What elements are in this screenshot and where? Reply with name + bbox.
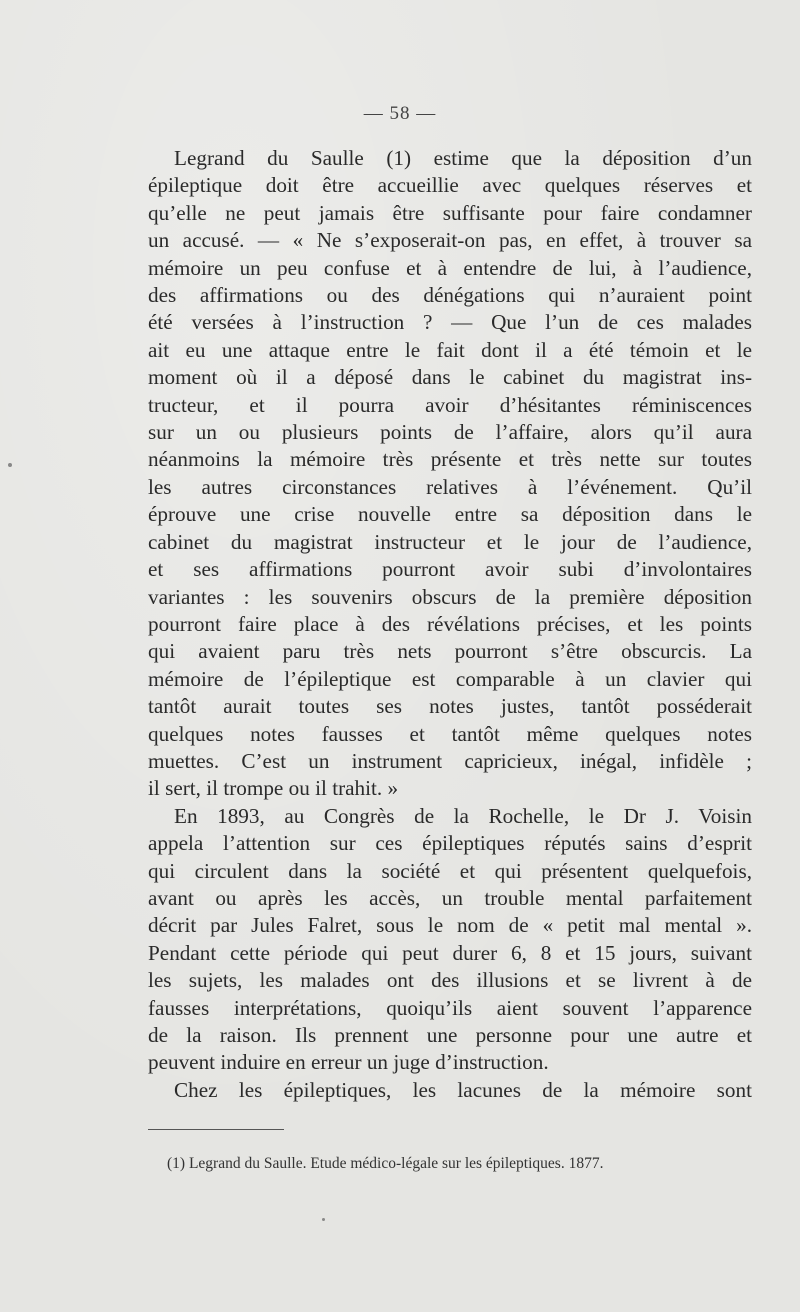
text-line: de la raison. Ils prennent une personne pour une autre et bbox=[148, 1023, 752, 1047]
margin-speck bbox=[322, 1218, 325, 1221]
footnote-separator bbox=[148, 1129, 284, 1130]
text-line: appela l’attention sur ces épileptiques réputés sains d’esprit bbox=[148, 831, 752, 856]
text-line: peuvent induire en erreur un juge d’instruction. bbox=[148, 1050, 549, 1075]
text-line: fausses interprétations, quoiqu’ils aient souvent l’apparence bbox=[148, 995, 752, 1020]
text-line: il sert, il trompe ou il trahit. » bbox=[148, 776, 399, 801]
text-line: tructeur, et il pourra avoir d’hésitantes réminiscences bbox=[148, 392, 752, 417]
text-line: ait eu une attaque entre le fait dont il a été témoin et le bbox=[148, 337, 752, 362]
text-line: muettes. C’est un instrument capricieux, inégal, infidèle ; bbox=[148, 748, 752, 773]
body-text bbox=[148, 145, 752, 1104]
text-line: décrit par Jules Falret, sous le nom de « petit mal mental ». bbox=[148, 913, 752, 938]
text-line: néanmoins la mémoire très présente et très nette sur toutes bbox=[148, 447, 752, 472]
text-line: et ses affirmations pourront avoir subi d’involontaires bbox=[148, 557, 752, 582]
footnote: (1) Legrand du Saulle. Etude médico-légale sur les épileptiques. 1877. bbox=[167, 1155, 604, 1172]
text-line: Pendant cette période qui peut durer 6, 8 et 15 jours, suivant bbox=[148, 940, 752, 965]
text-line: tantôt aurait toutes ses notes justes, tantôt posséderait bbox=[148, 694, 752, 719]
text-line: Chez les épileptiques, les lacunes de la mémoire sont bbox=[174, 1077, 752, 1102]
text-line: des affirmations ou des dénégations qui n’auraient point bbox=[148, 283, 752, 308]
text-line: Legrand du Saulle (1) estime que la déposition d’un bbox=[174, 146, 752, 170]
text-line: En 1893, au Congrès de la Rochelle, le Dr J. Voisin bbox=[174, 803, 752, 828]
text-line: moment où il a déposé dans le cabinet du magistrat ins- bbox=[148, 365, 752, 390]
text-line: sur un ou plusieurs points de l’affaire, alors qu’il aura bbox=[148, 420, 752, 445]
text-line: cabinet du magistrat instructeur et le jour de l’audience, bbox=[148, 529, 752, 554]
margin-speck bbox=[8, 463, 12, 467]
text-line: qui circulent dans la société et qui présentent quelquefois, bbox=[148, 858, 752, 883]
page-number: — 58 — bbox=[363, 103, 437, 124]
text-line: pourront faire place à des révélations précises, et les points bbox=[148, 611, 752, 636]
text-line: mémoire de l’épileptique est comparable à un clavier qui bbox=[148, 666, 752, 691]
text-line: un accusé. — « Ne s’exposerait-on pas, en effet, à trouver sa bbox=[148, 228, 752, 253]
text-line: mémoire un peu confuse et à entendre de lui, à l’audience, bbox=[148, 255, 752, 280]
text-line: quelques notes fausses et tantôt même quelques notes bbox=[148, 721, 752, 746]
text-line: les sujets, les malades ont des illusions et se livrent à de bbox=[148, 968, 752, 993]
text-line: qui avaient paru très nets pourront s’être obscurcis. La bbox=[148, 639, 752, 664]
text-line: avant ou après les accès, un trouble mental parfaitement bbox=[148, 885, 752, 910]
text-line: été versées à l’instruction ? — Que l’un de ces malades bbox=[148, 310, 752, 335]
text-line: variantes : les souvenirs obscurs de la première déposition bbox=[148, 584, 752, 609]
text-line: les autres circonstances relatives à l’événement. Qu’il bbox=[148, 474, 752, 499]
text-line: qu’elle ne peut jamais être suffisante pour faire condamner bbox=[148, 200, 752, 225]
text-line: épileptique doit être accueillie avec quelques réserves et bbox=[148, 173, 752, 198]
text-line: éprouve une crise nouvelle entre sa déposition dans le bbox=[148, 502, 752, 527]
